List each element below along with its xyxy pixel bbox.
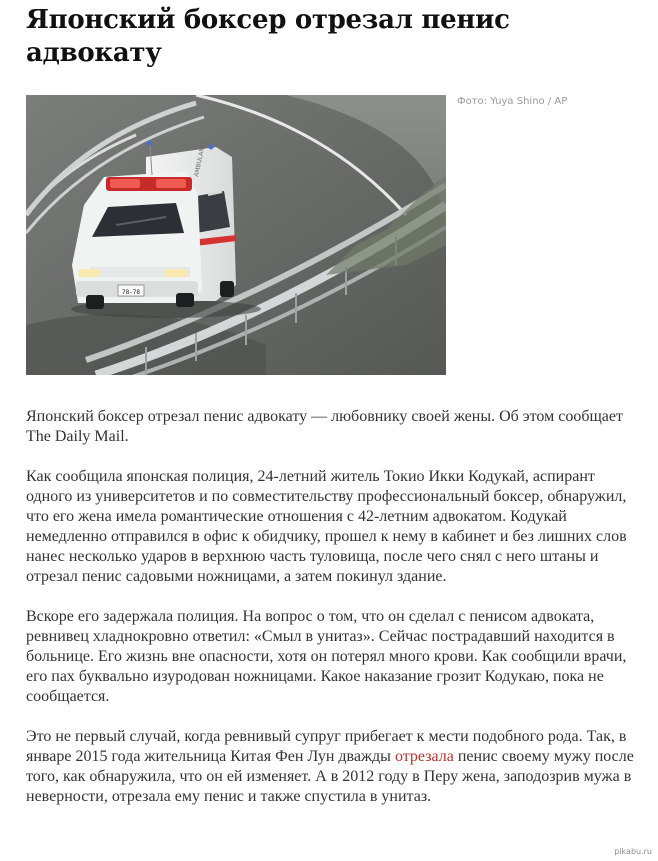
ambulance-label: AMBULANCE xyxy=(193,138,208,178)
photo-credit: Фото: Yuya Shino / AP xyxy=(457,96,568,107)
paragraph-4 xyxy=(26,727,641,807)
article-body xyxy=(26,407,641,827)
paragraph-4-start: Это не первый случай, когда ревнивый супруг прибегает к мести подобного рода. Так, в январе 2015 года жительница Китая Фен Лун дважды xyxy=(26,728,627,765)
paragraph-2: Как сообщила японская полиция, 24-летний житель Токио Икки Кодукай, аспирант одного из университетов и по совместительству профессиональный боксер, обнаружил, что его жена имела романтические отношения с 42-летним адвокатом. Кодукай немедленно отправился в офис к обидчику, прошел к нему в кабинет и без лишних слов нанес несколько ударов в верхнюю часть туловища, после чего снял с него штаны и отрезал пенис садовыми ножницами, а затем покинул здание. xyxy=(26,468,627,585)
paragraph-3: Вскоре его задержала полиция. На вопрос о том, что он сделал с пенисом адвоката, ревнивец хладнокровно ответил: «Смыл в унитаз». Сейчас пострадавший находится в больнице. Его жизнь вне опасности, хотя он потерял много крови. Как сообщили врачи, его пах буквально изуродован ножницами. Какое наказание грозит Кодукаю, пока не сообщается. xyxy=(26,608,627,705)
article-photo xyxy=(26,95,446,375)
site-watermark: pikabu.ru xyxy=(614,847,652,856)
article-title: Японский боксер отрезал пенис адвокату xyxy=(26,5,510,68)
paragraph-1: Японский боксер отрезал пенис адвокату — любовнику своей жены. Об этом сообщает The Daily Mail. xyxy=(26,408,623,445)
ambulance-plate: 78-78 xyxy=(121,289,141,296)
paragraph-4-end: пенис своему мужу после того, как обнаружила, что он ей изменяет. А в 2012 году в Перу жена, заподозрив мужа в неверности, отрезала ему пенис и также спустила в унитаз. xyxy=(26,748,634,805)
article-link[interactable]: отрезала xyxy=(394,748,454,765)
